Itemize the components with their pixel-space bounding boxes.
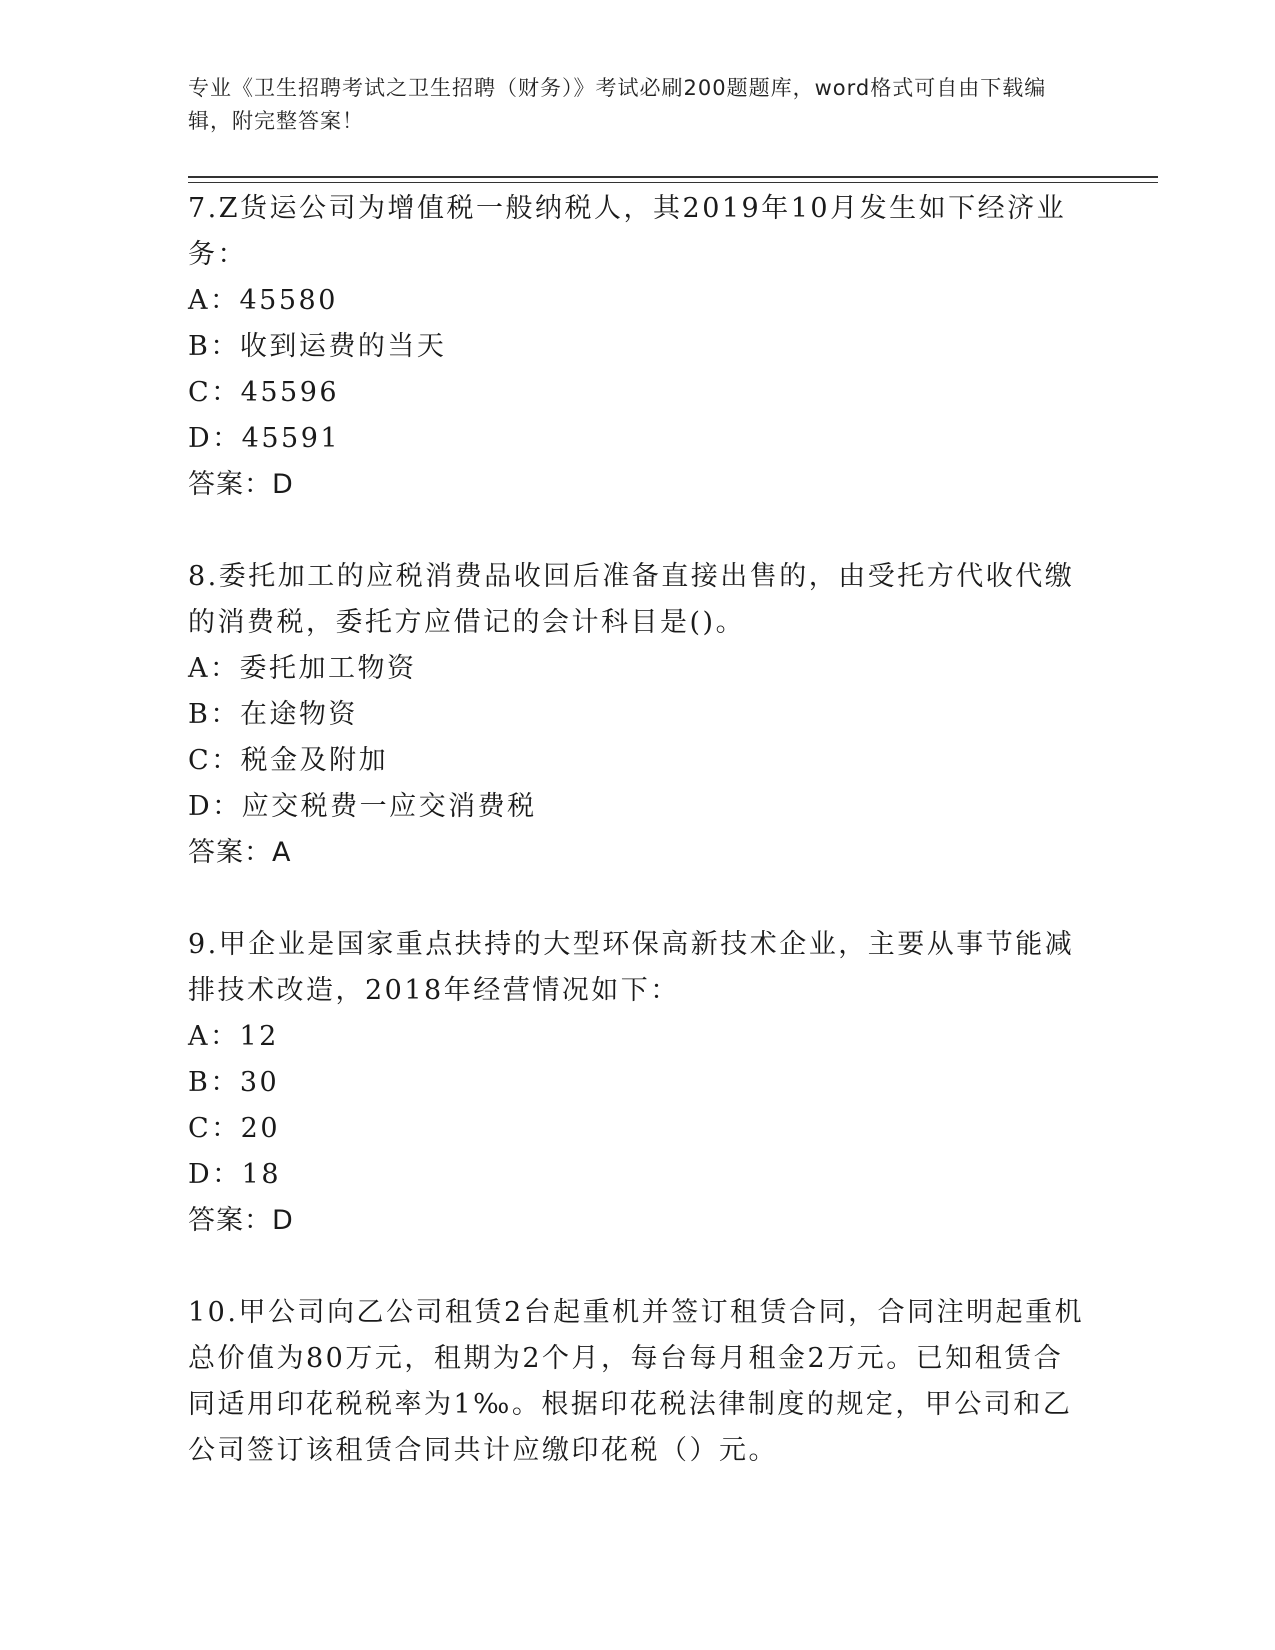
- header-intro-text: 专业《卫生招聘考试之卫生招聘（财务）》考试必刷200题题库，word格式可自由下载编辑，附完整答案！: [188, 76, 1047, 133]
- question-stem: 9.甲企业是国家重点扶持的大型环保高新技术企业，主要从事节能减排技术改造，2018年经营情况如下：: [188, 929, 1075, 1006]
- option-label: C：: [188, 1113, 241, 1144]
- option-label: B：: [188, 1067, 240, 1098]
- header-divider-thin: [188, 182, 1158, 183]
- question-8: [188, 554, 1088, 876]
- question-spacer: [188, 876, 1088, 922]
- option-label: B：: [188, 331, 240, 362]
- option-text: 应交税费一应交消费税: [241, 791, 537, 822]
- option-text: 45596: [240, 377, 340, 408]
- document-header: [188, 72, 1068, 138]
- option-text: 30: [239, 1067, 280, 1098]
- option-text: 45580: [239, 285, 338, 316]
- option-a: [188, 646, 1088, 692]
- option-a: [188, 1014, 1088, 1060]
- option-b: [188, 1060, 1088, 1106]
- option-c: [188, 738, 1088, 784]
- option-label: A：: [188, 1021, 240, 1052]
- question-10: [188, 1290, 1088, 1474]
- option-d: [188, 784, 1088, 830]
- option-text: 18: [241, 1159, 282, 1190]
- option-label: B：: [188, 699, 240, 730]
- option-b: [188, 324, 1088, 370]
- option-d: [188, 1152, 1088, 1198]
- question-7: [188, 186, 1088, 508]
- question-stem: 7.Z货运公司为增值税一般纳税人，其2019年10月发生如下经济业务：: [188, 193, 1067, 270]
- option-text: 税金及附加: [240, 745, 389, 776]
- option-d: [188, 416, 1088, 462]
- option-text: 在途物资: [239, 699, 358, 730]
- option-b: [188, 692, 1088, 738]
- option-text: 20: [240, 1113, 281, 1144]
- option-label: A：: [188, 285, 240, 316]
- answer-line: 答案：D: [188, 469, 294, 500]
- question-9: [188, 922, 1088, 1244]
- option-text: 收到运费的当天: [239, 331, 447, 362]
- option-label: D：: [188, 1159, 242, 1190]
- option-c: [188, 1106, 1088, 1152]
- answer-line: 答案：D: [188, 1205, 294, 1236]
- answer-line: 答案：A: [188, 837, 292, 868]
- option-label: A：: [188, 653, 240, 684]
- question-stem: 10.甲公司向乙公司租赁2台起重机并签订租赁合同，合同注明起重机总价值为80万元，租期为2个月，每台每月租金2万元。已知租赁合同适用印花税税率为1‰。根据印花税法律制度的规定，甲公司和乙公司签订该租赁合同共计应缴印花税（）元。: [188, 1297, 1085, 1466]
- question-spacer: [188, 508, 1088, 554]
- question-spacer: [188, 1244, 1088, 1290]
- option-a: [188, 278, 1088, 324]
- option-c: [188, 370, 1088, 416]
- question-list: [188, 186, 1088, 1474]
- question-stem: 8.委托加工的应税消费品收回后准备直接出售的，由受托方代收代缴的消费税，委托方应借记的会计科目是()。: [188, 561, 1075, 638]
- option-text: 45591: [241, 423, 341, 454]
- option-label: D：: [188, 791, 242, 822]
- option-label: C：: [188, 377, 241, 408]
- option-text: 12: [239, 1021, 279, 1052]
- header-divider-thick: [188, 176, 1158, 178]
- option-text: 委托加工物资: [239, 653, 417, 684]
- option-label: D：: [188, 423, 242, 454]
- option-label: C：: [188, 745, 241, 776]
